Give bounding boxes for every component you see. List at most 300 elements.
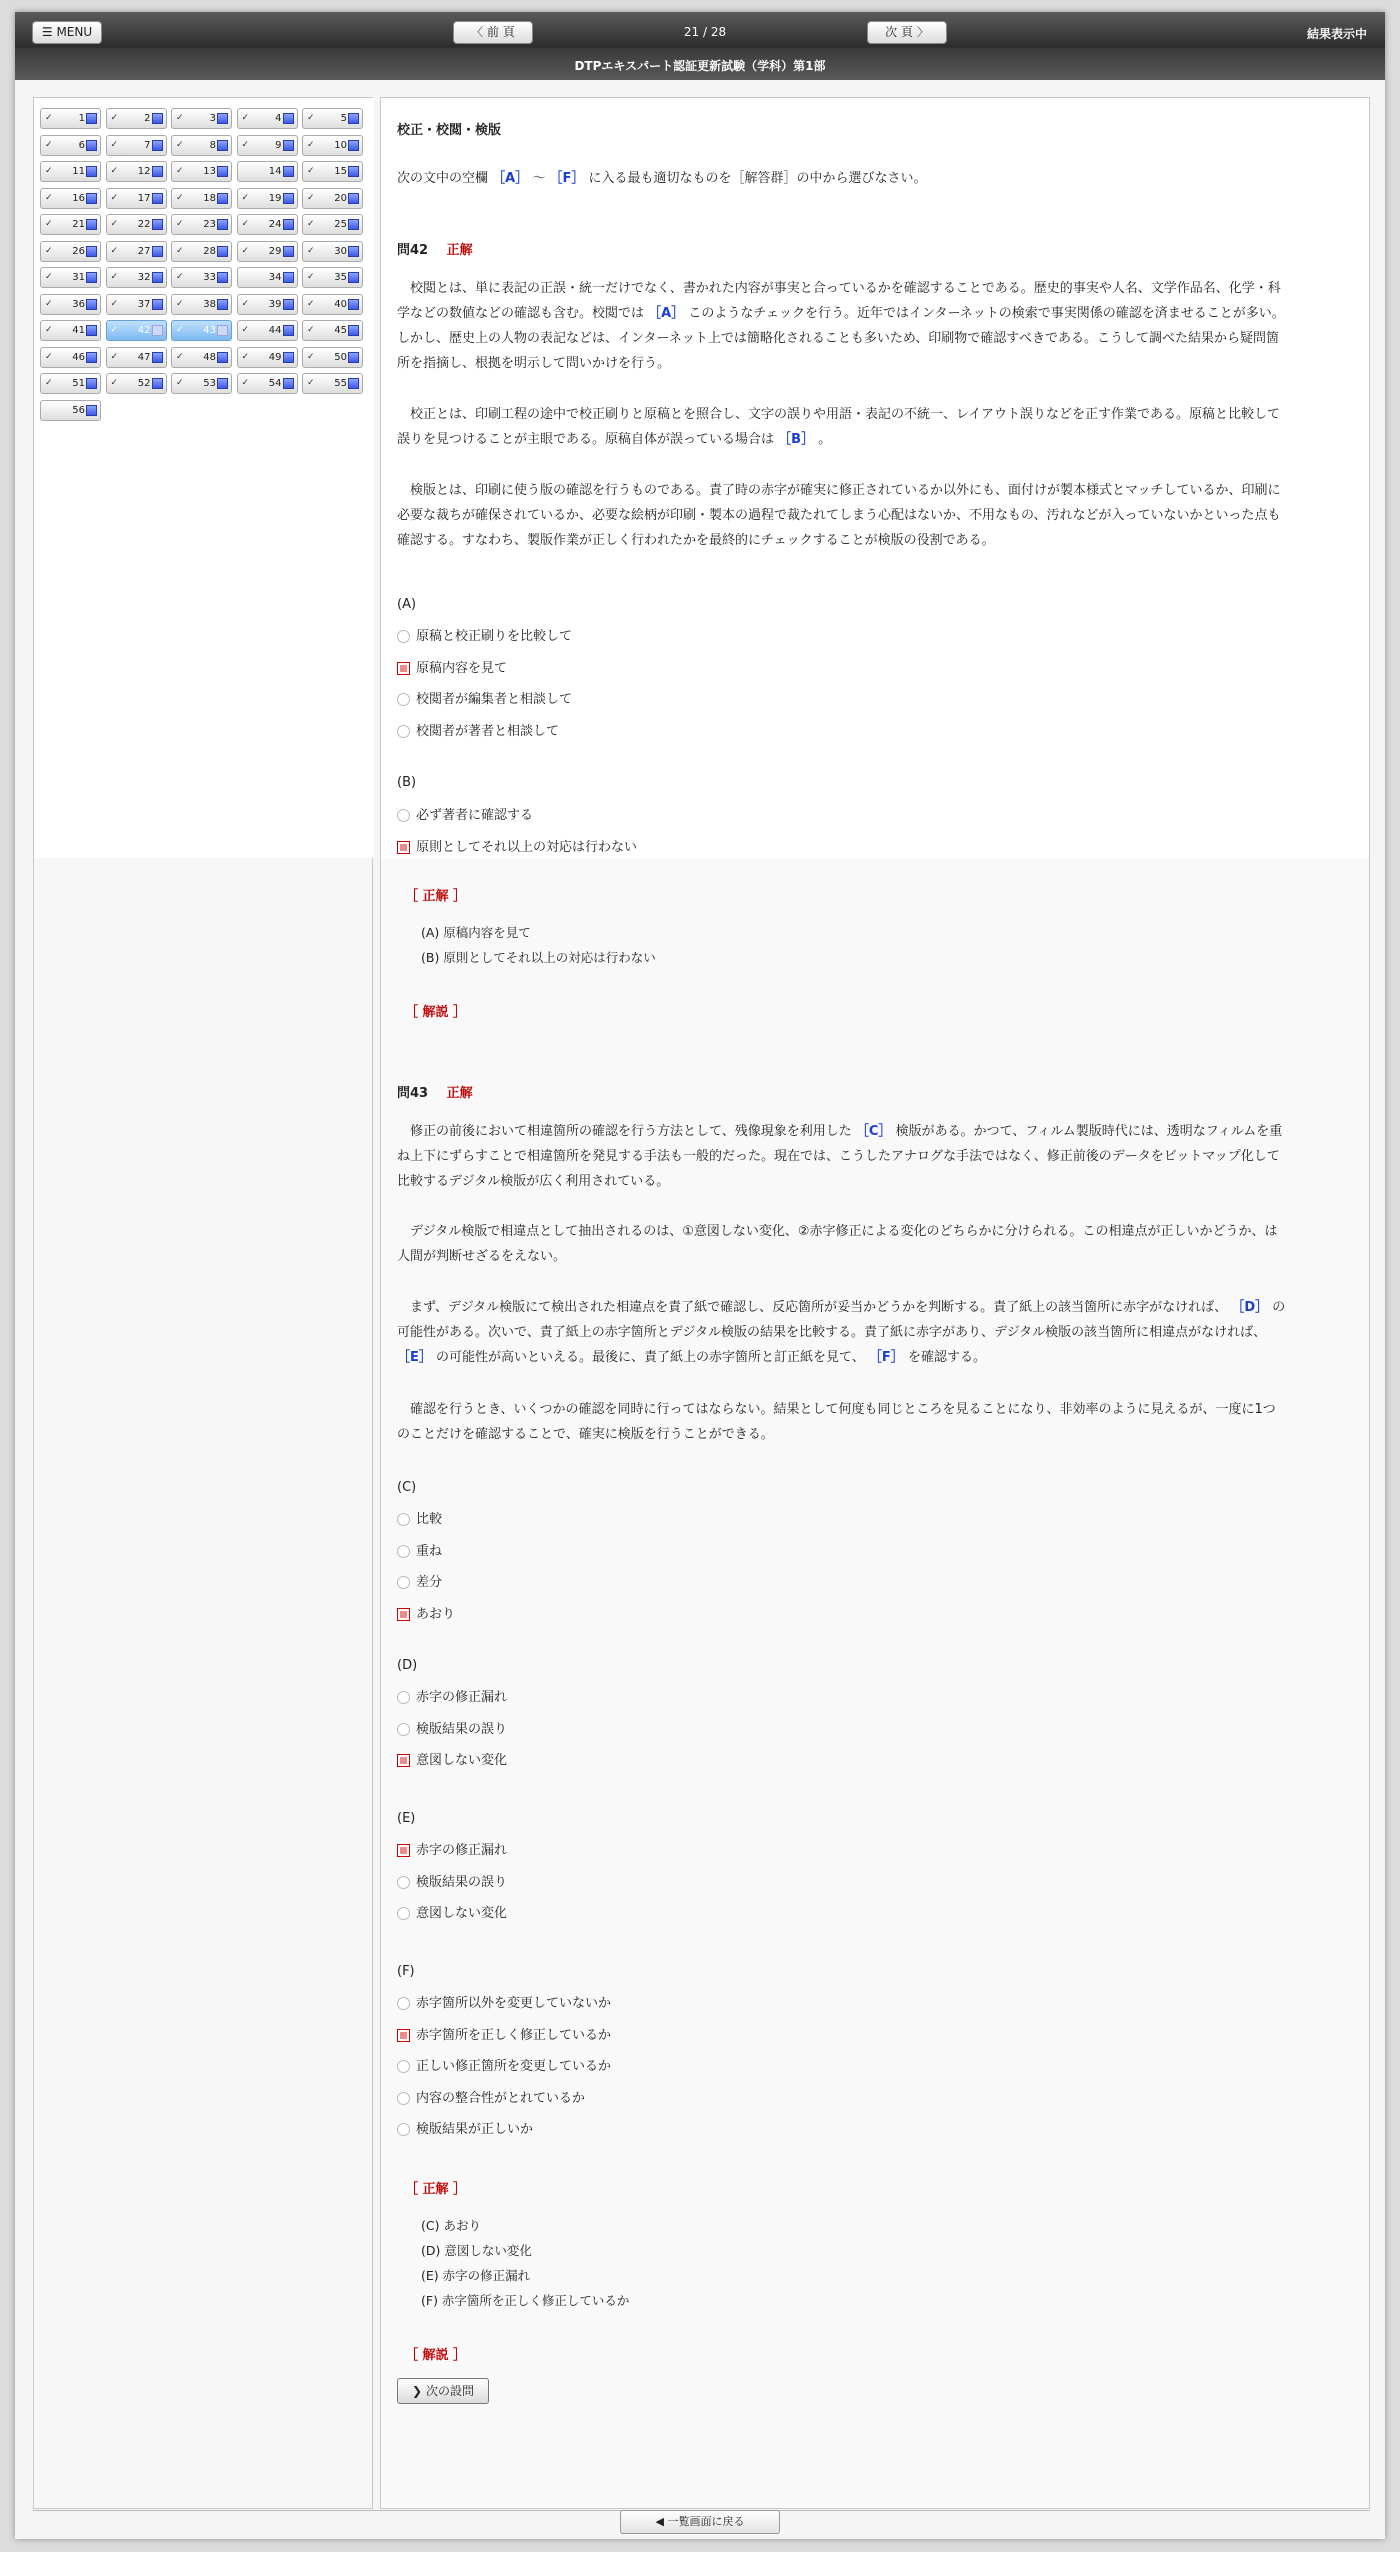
answered-flag-icon [86, 113, 97, 124]
answered-flag-icon [348, 166, 359, 177]
question-number: 12 [137, 166, 151, 177]
question-nav-button[interactable] [106, 320, 167, 341]
check-icon: ✓ [110, 166, 119, 176]
check-icon: ✓ [241, 139, 250, 150]
answered-flag-icon [86, 166, 97, 177]
question-number: 44 [268, 325, 282, 336]
next-question-label: 次の設問 [425, 2384, 474, 2398]
answer-option-label: 原稿内容を見て [416, 660, 508, 676]
question-nav-button[interactable] [302, 161, 363, 182]
question-number: 9 [275, 139, 282, 151]
q42-answer-b: (B) 原則としてそれ以上の対応は行わない [421, 950, 656, 965]
question-number: 34 [268, 272, 282, 283]
question-nav-panel [33, 97, 373, 2509]
answer-option-label: 必ず著者に確認する [416, 808, 534, 823]
answered-flag-icon [86, 299, 97, 310]
question-nav-button[interactable] [171, 108, 232, 129]
question-nav-button[interactable] [106, 135, 167, 156]
answered-flag-icon [283, 299, 294, 310]
check-icon: ✓ [176, 325, 184, 335]
check-icon: ✓ [176, 298, 184, 309]
question-number: 18 [203, 192, 216, 204]
question-nav-button[interactable] [40, 400, 101, 421]
question-nav-button[interactable] [237, 241, 298, 262]
answered-flag-icon [152, 378, 163, 389]
question-nav-button[interactable] [302, 347, 363, 368]
question-nav-button[interactable] [237, 108, 298, 129]
q42-answer-header: ［ 正解 ］ [405, 889, 467, 904]
question-number: 43 [203, 325, 216, 336]
question-nav-button[interactable] [40, 267, 101, 288]
question-number: 27 [137, 245, 151, 257]
check-icon: ✓ [307, 113, 315, 123]
question-number: 11 [72, 166, 85, 177]
menu-button[interactable] [32, 21, 102, 44]
question-number: 22 [137, 219, 151, 230]
answered-flag-icon [86, 140, 97, 151]
question-number: 1 [78, 113, 85, 124]
check-icon: ✓ [45, 113, 53, 123]
answered-flag-icon [217, 352, 228, 363]
question-nav-button[interactable] [171, 188, 232, 209]
check-icon: ✓ [45, 272, 53, 282]
answer-option-label: 赤字箇所以外を変更していないか [416, 1996, 612, 2011]
answered-flag-icon [152, 325, 163, 336]
question-number: 49 [268, 351, 282, 363]
question-nav-button[interactable] [237, 267, 298, 288]
next-page-button[interactable] [867, 21, 947, 44]
check-icon: ✓ [176, 378, 184, 388]
answered-flag-icon [283, 378, 294, 389]
selected-radio-icon[interactable] [397, 1844, 410, 1857]
check-icon: ✓ [307, 192, 315, 203]
question-number: 17 [137, 192, 151, 204]
question-nav-button[interactable] [171, 320, 232, 341]
answered-flag-icon [283, 272, 294, 283]
q43-paragraph-4: 確認を行うとき、いくつかの確認を同時に行ってはならない。結果として何度も同じところを見ることになり、非効率のように見えるが、一度に1つ のことだけを確認することで、確実に検版を行うことができる。 [397, 1402, 1276, 1442]
page-total: 28 [710, 25, 727, 39]
check-icon: ✓ [176, 113, 184, 123]
selected-radio-icon[interactable] [397, 662, 410, 675]
answered-flag-icon [348, 378, 359, 389]
answer-option-label: 検版結果の誤り [416, 1874, 508, 1890]
question-number: 13 [203, 166, 216, 177]
section-title: 校正・校閲・検版 [397, 123, 502, 138]
answered-flag-icon [217, 219, 228, 230]
question-nav-button[interactable] [40, 161, 101, 182]
question-nav-button[interactable] [171, 214, 232, 235]
radio-icon[interactable] [397, 1545, 410, 1558]
question-number: 6 [78, 139, 85, 151]
radio-icon[interactable] [397, 1907, 410, 1920]
question-number: 28 [203, 245, 216, 257]
question-number: 10 [334, 139, 347, 151]
radio-icon[interactable] [397, 1576, 410, 1589]
check-icon: ✓ [307, 272, 315, 282]
q43-paragraph-2: デジタル検版で相違点として抽出されるのは、①意図しない変化、②赤字修正による変化のどちらかに分けられる。この相違点が正しいかどうか、は 人間が判断せざるをえない。 [397, 1224, 1278, 1264]
question-nav-button[interactable] [302, 373, 363, 394]
q43-answer-e: (E) 赤字の修正漏れ [421, 2268, 531, 2283]
check-icon: ✓ [110, 139, 119, 150]
check-icon: ✓ [241, 219, 250, 229]
check-icon: ✓ [307, 378, 315, 388]
radio-icon[interactable] [397, 1513, 410, 1526]
app-window [15, 12, 1385, 2539]
answer-option-label: 原則としてそれ以上の対応は行わない [416, 839, 638, 855]
question-nav-button[interactable] [106, 267, 167, 288]
q42-answer-a: (A) 原稿内容を見て [421, 925, 531, 940]
check-icon: ✓ [45, 325, 53, 335]
check-icon: ✓ [307, 245, 315, 256]
q43-answer-header: ［ 正解 ］ [405, 2182, 467, 2197]
answered-flag-icon [283, 352, 294, 363]
question-number: 54 [268, 378, 282, 389]
question-nav-button[interactable] [40, 320, 101, 341]
q42-explanation-header: ［ 解説 ］ [405, 1005, 467, 1020]
question-nav-button[interactable] [302, 241, 363, 262]
question-number: 19 [268, 192, 282, 204]
question-nav-button[interactable] [171, 347, 232, 368]
answer-option-label: 正しい修正箇所を変更しているか [416, 2059, 612, 2074]
answered-flag-icon [86, 352, 97, 363]
check-icon: ✓ [176, 351, 184, 362]
answer-option-label: 校閲者が著者と相談して [416, 723, 560, 739]
radio-icon[interactable] [397, 725, 410, 738]
check-icon: ✓ [110, 192, 119, 203]
question-panel [380, 97, 1370, 2509]
question-nav-button[interactable] [171, 294, 232, 315]
chevron-left-icon: 〈 [471, 25, 484, 39]
question-nav-button[interactable] [106, 241, 167, 262]
question-nav-button[interactable] [171, 373, 232, 394]
question-nav-button[interactable] [106, 373, 167, 394]
q43-paragraph-3: まず、デジタル検版にて検出された相違点を責了紙で確認し、反応箇所が妥当かどうかを判断する。責了紙上の該当箇所に赤字がなければ、 ［D］ の 可能性がある。次いで、責了紙上の赤字箇所とデジタル検版の結果を比較する。責了紙に赤字があり、デジタル検版の該当箇所に相違点がなければ、 ［E］ の可能性が高いといえる。最後に、責了紙上の赤字箇所と訂正紙を見て、 ［F］ を確認する。 [397, 1300, 1286, 1365]
answered-flag-icon [348, 272, 359, 283]
question-nav-button[interactable] [40, 135, 101, 156]
q43-answer-f: (F) 赤字箇所を正しく修正しているか [421, 2293, 630, 2308]
selected-radio-icon[interactable] [397, 1608, 410, 1621]
check-icon: ✓ [110, 219, 119, 229]
question-number: 39 [268, 298, 282, 310]
question-number: 24 [268, 219, 282, 230]
page-current: 21 [683, 25, 700, 39]
question-nav-button[interactable] [237, 214, 298, 235]
question-number: 25 [334, 219, 347, 230]
selected-radio-icon[interactable] [397, 841, 410, 854]
question-nav-button[interactable] [106, 161, 167, 182]
answer-option-label: 内容の整合性がとれているか [416, 2090, 586, 2106]
question-nav-button[interactable] [40, 188, 101, 209]
question-nav-button[interactable] [237, 294, 298, 315]
next-question-button[interactable] [397, 2378, 489, 2404]
q43-answer-d: (D) 意図しない変化 [421, 2243, 532, 2258]
check-icon: ✓ [241, 351, 250, 362]
question-nav-button[interactable] [40, 373, 101, 394]
check-icon: ✓ [307, 351, 315, 362]
question-number: 32 [137, 272, 151, 283]
q43-explanation-header: ［ 解説 ］ [405, 2348, 467, 2363]
question-nav-button[interactable] [302, 188, 363, 209]
answered-flag-icon [348, 325, 359, 336]
answered-flag-icon [283, 246, 294, 257]
question-number: 14 [268, 166, 282, 177]
blank-d: ［D］ [1231, 1300, 1269, 1315]
question-number: 55 [334, 378, 347, 389]
question-nav-button[interactable] [171, 241, 232, 262]
radio-icon[interactable] [397, 2123, 410, 2136]
answered-flag-icon [86, 405, 97, 416]
question-number: 42 [137, 325, 151, 336]
check-icon: ✓ [307, 298, 315, 309]
check-icon: ✓ [45, 351, 53, 362]
check-icon: ✓ [307, 219, 315, 229]
group-d-label: (D) [397, 1658, 418, 1673]
question-nav-button[interactable] [237, 373, 298, 394]
answered-flag-icon [283, 219, 294, 230]
answer-option-label: 意図しない変化 [416, 1753, 508, 1768]
check-icon: ✓ [241, 192, 250, 203]
answered-flag-icon [152, 352, 163, 363]
selected-radio-icon[interactable] [397, 2029, 410, 2042]
question-nav-button[interactable] [171, 161, 232, 182]
check-icon: ✓ [110, 325, 119, 335]
check-icon: ✓ [45, 378, 53, 388]
radio-icon[interactable] [397, 809, 410, 822]
question-nav-button[interactable] [40, 214, 101, 235]
check-icon: ✓ [176, 219, 184, 229]
blank-c: ［C］ [855, 1124, 892, 1139]
question-nav-button[interactable] [237, 320, 298, 341]
q42-paragraph-2: 校正とは、印刷工程の途中で校正刷りと原稿とを照合し、文字の誤りや用語・表記の不統一、レイアウト誤りなどを正す作業である。原稿と比較して 誤りを見つけることが主眼である。原稿自体が誤っている場合は ［B］ 。 [397, 407, 1280, 447]
question-number: 3 [209, 113, 216, 124]
radio-icon[interactable] [397, 1997, 410, 2010]
answered-flag-icon [152, 193, 163, 204]
back-to-list-button[interactable] [620, 2510, 780, 2534]
answer-option-label: 原稿と校正刷りを比較して [416, 629, 573, 644]
answer-option-label: 検版結果が正しいか [416, 2122, 534, 2137]
check-icon: ✓ [176, 192, 184, 203]
blank-e: ［E］ [397, 1350, 432, 1365]
answered-flag-icon [283, 325, 294, 336]
question-number: 36 [72, 298, 85, 310]
question-number: 37 [137, 298, 151, 310]
answered-flag-icon [348, 299, 359, 310]
question-nav-button[interactable] [106, 108, 167, 129]
selected-radio-icon[interactable] [397, 1754, 410, 1767]
q43-status-badge: 正解 [446, 1086, 473, 1101]
question-nav-button[interactable] [171, 135, 232, 156]
answered-flag-icon [152, 166, 163, 177]
radio-icon[interactable] [397, 1691, 410, 1704]
answer-option-label: 検版結果の誤り [416, 1721, 508, 1737]
answered-flag-icon [217, 166, 228, 177]
answer-option-label: 赤字の修正漏れ [416, 1843, 508, 1858]
question-number: 26 [72, 245, 85, 257]
answered-flag-icon [86, 325, 97, 336]
check-icon: ✓ [110, 351, 119, 362]
question-nav-button[interactable] [40, 241, 101, 262]
answer-option-label: 赤字の修正漏れ [416, 1690, 508, 1705]
answer-option-label: 差分 [416, 1575, 443, 1590]
question-number: 2 [144, 113, 151, 124]
check-icon: ✓ [241, 113, 250, 123]
question-number: 50 [334, 351, 347, 363]
question-number: 30 [334, 245, 347, 257]
answered-flag-icon [217, 378, 228, 389]
question-nav-button[interactable] [302, 108, 363, 129]
question-nav-button[interactable] [106, 214, 167, 235]
question-number: 45 [334, 325, 347, 336]
answered-flag-icon [86, 246, 97, 257]
check-icon: ✓ [45, 166, 53, 176]
exam-title: DTPエキスパート認証更新試験（学科）第1部 [574, 59, 826, 73]
blank-f: ［F］ [549, 171, 585, 186]
q43-paragraph-1: 修正の前後において相違箇所の確認を行う方法として、残像現象を利用した ［C］ 検版がある。かつて、フィルム製版時代には、透明なフィルムを重 ね上下にずらすことで相違箇所を発見する手法も一般的だった。現在では、こうしたアナログな手法ではなく、修正前後のデータをビットマップ化して 比較するデジタル検版が広く利用されている。 [397, 1124, 1283, 1189]
question-number: 23 [203, 219, 216, 230]
answered-flag-icon [152, 113, 163, 124]
question-nav-button[interactable] [302, 214, 363, 235]
answered-flag-icon [348, 140, 359, 151]
chevron-right-icon: 〉 [916, 25, 929, 39]
answer-option-label: 校閲者が編集者と相談して [416, 692, 573, 707]
group-c-label: (C) [397, 1480, 417, 1495]
question-number: 38 [203, 298, 216, 310]
answered-flag-icon [217, 140, 228, 151]
answered-flag-icon [348, 352, 359, 363]
check-icon: ✓ [45, 219, 53, 229]
question-number: 53 [203, 378, 216, 389]
q42-paragraph-3: 検版とは、印刷に使う版の確認を行うものである。責了時の赤字が確実に修正されているか以外にも、面付けが製本様式とマッチしているか、印刷に 必要な裁ちが確保されているか、必要な絵柄が印刷・製本の過程で裁たれてしまう心配はないか、不用なもの、汚れなどが入っていないかといった点も 確認する。すなわち、製版作業が正しく行われたかを最終的にチェックすることが検版の役割である。 [397, 483, 1281, 548]
group-b-label: (B) [397, 775, 417, 790]
q43-answer-c: (C) あおり [421, 2218, 481, 2233]
check-icon: ✓ [110, 378, 119, 388]
check-icon: ✓ [110, 245, 119, 256]
group-f-label: (F) [397, 1964, 415, 1979]
check-icon: ✓ [110, 113, 119, 123]
question-nav-button[interactable] [237, 347, 298, 368]
question-number: 4 [275, 113, 282, 124]
check-icon: ✓ [307, 166, 315, 176]
prev-page-button[interactable] [453, 21, 533, 44]
question-nav-button[interactable] [40, 347, 101, 368]
check-icon: ✓ [241, 245, 250, 256]
check-icon: ✓ [176, 245, 184, 256]
radio-icon[interactable] [397, 693, 410, 706]
check-icon: ✓ [45, 139, 53, 150]
answered-flag-icon [86, 193, 97, 204]
answered-flag-icon [348, 219, 359, 230]
question-nav-button[interactable] [106, 294, 167, 315]
answered-flag-icon [86, 219, 97, 230]
question-number: 21 [72, 219, 85, 230]
radio-icon[interactable] [397, 1723, 410, 1736]
question-nav-button[interactable] [302, 320, 363, 341]
question-number: 47 [137, 351, 151, 363]
top-toolbar [15, 12, 1385, 80]
q42-paragraph-1: 校閲とは、単に表記の正誤・統一だけでなく、書かれた内容が事実と合っているかを確認することである。歴史的事実や人名、文学作品名、化学・科 学などの数値などの確認も含む。校閲では ［A］ このようなチェックを行う。近年ではインターネットの検索で事実関係の確認を済ませることが多い。 しかし、歴史上の人物の表記などは、インターネット上では簡略化されることも多いため、印刷物で確認すべきである。こうして調べた結果から疑問箇 所を指摘し、根拠を明示して問いかけを行う。 [397, 281, 1285, 371]
blank-a: ［A］ [492, 171, 529, 186]
back-to-list-label: 一覧画面に戻る [667, 2515, 745, 2528]
check-icon: ✓ [176, 166, 184, 176]
question-number: 16 [72, 192, 85, 204]
group-a-label: (A) [397, 597, 417, 612]
answer-option-label: 意図しない変化 [416, 1906, 508, 1921]
question-nav-button[interactable] [302, 135, 363, 156]
answer-option-label: 赤字箇所を正しく修正しているか [416, 2027, 612, 2043]
question-nav-button[interactable] [106, 347, 167, 368]
question-nav-button[interactable] [237, 161, 298, 182]
answered-flag-icon [348, 113, 359, 124]
question-nav-button[interactable] [40, 294, 101, 315]
question-nav-button[interactable] [237, 135, 298, 156]
question-nav-button[interactable] [302, 267, 363, 288]
question-number: 41 [72, 325, 85, 336]
answered-flag-icon [217, 325, 228, 336]
answered-flag-icon [348, 246, 359, 257]
question-nav-button[interactable] [302, 294, 363, 315]
question-number: 33 [203, 272, 216, 283]
q43-heading [397, 1081, 473, 1106]
question-number: 35 [334, 272, 347, 283]
question-number: 29 [268, 245, 282, 257]
check-icon: ✓ [45, 192, 53, 203]
radio-icon[interactable] [397, 2060, 410, 2073]
check-icon: ✓ [176, 272, 184, 282]
q42-heading [397, 238, 473, 263]
q42-label: 問42 [397, 243, 429, 258]
check-icon: ✓ [307, 325, 315, 335]
check-icon: ✓ [241, 298, 250, 309]
question-number: 51 [72, 378, 85, 389]
answered-flag-icon [283, 113, 294, 124]
page-separator: / [699, 25, 711, 39]
answered-flag-icon [283, 193, 294, 204]
back-arrow-icon: ◀ [655, 2515, 664, 2528]
radio-icon[interactable] [397, 630, 410, 643]
menu-label: MENU [56, 25, 93, 39]
question-nav-button[interactable] [237, 188, 298, 209]
group-e-label: (E) [397, 1811, 416, 1826]
check-icon: ✓ [45, 245, 53, 256]
answered-flag-icon [283, 140, 294, 151]
question-nav-button[interactable] [40, 108, 101, 129]
blank-f: ［F］ [868, 1350, 904, 1365]
answered-flag-icon [152, 246, 163, 257]
answered-flag-icon [348, 193, 359, 204]
question-number: 15 [334, 166, 347, 177]
question-number: 52 [137, 378, 151, 389]
question-nav-grid [34, 98, 374, 858]
prev-page-label: 前 頁 [487, 25, 515, 39]
check-icon: ✓ [241, 325, 250, 335]
q43-label: 問43 [397, 1086, 429, 1101]
question-number: 46 [72, 351, 85, 363]
question-number: 8 [209, 139, 216, 151]
answer-option-label: あおり [416, 1606, 456, 1622]
blank-a: ［A］ [648, 306, 685, 321]
q42-status-badge: 正解 [446, 243, 473, 258]
answered-flag-icon [217, 193, 228, 204]
question-nav-button[interactable] [106, 188, 167, 209]
blank-b: ［B］ [778, 432, 815, 447]
radio-icon[interactable] [397, 2092, 410, 2105]
question-nav-button[interactable] [171, 267, 232, 288]
radio-icon[interactable] [397, 1876, 410, 1889]
answered-flag-icon [152, 219, 163, 230]
question-number: 7 [144, 139, 151, 151]
answered-flag-icon [152, 299, 163, 310]
answered-flag-icon [152, 272, 163, 283]
